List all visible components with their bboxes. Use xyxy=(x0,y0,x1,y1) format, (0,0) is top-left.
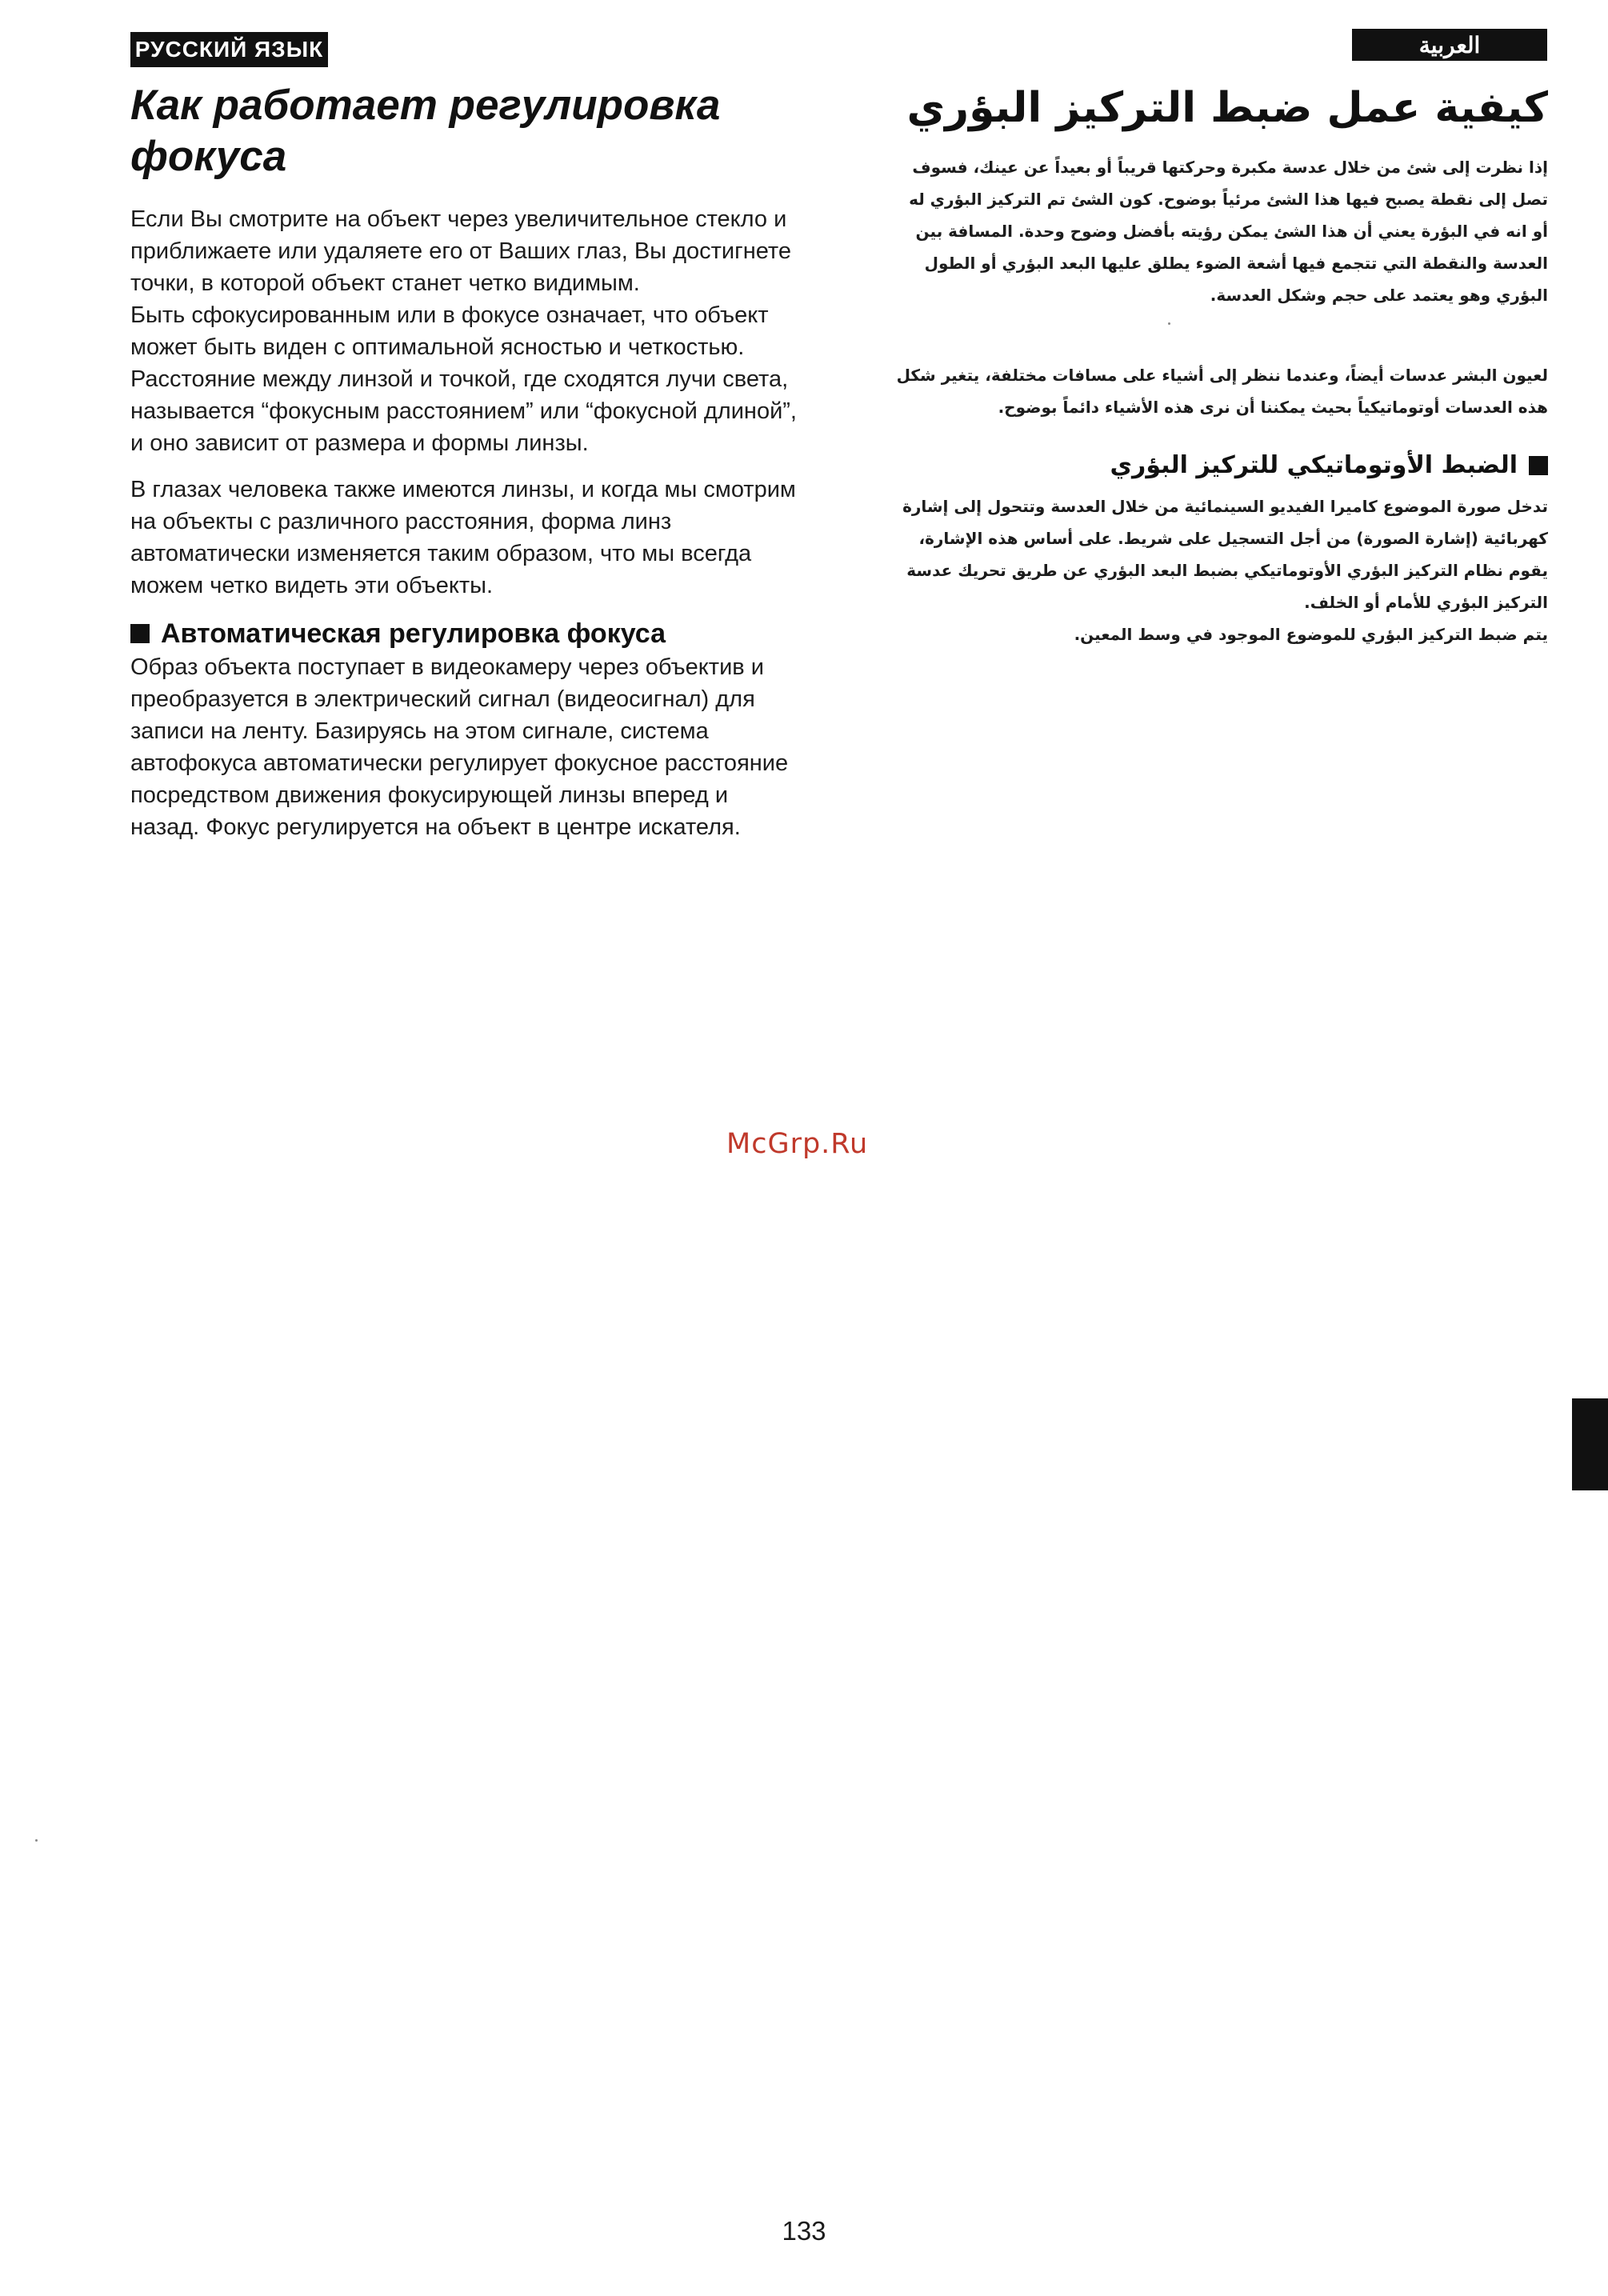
arabic-auto-paragraph: يتم ضبط التركيز البؤري للموضوع الموجود في وسط المعين. xyxy=(1074,625,1548,644)
square-bullet-icon xyxy=(130,624,150,643)
russian-subheading xyxy=(130,616,802,651)
russian-paragraph: В глазах человека также имеются линзы, и когда мы смотрим на объекты с различного расстояния, форма линз автоматически изменяется таким образом, что мы всегда можем четко видеть эти объекты. xyxy=(130,477,796,598)
arabic-auto-paragraph: تدخل صورة الموضوع كاميرا الفيديو السينمائية من خلال العدسة وتتحول إلى إشارة كهربائية (إشارة الصورة) من أجل التسجيل على شريط. على أساس هذه الإشارة، يقوم نظام التركيز البؤري الأوتوماتيكي بضبط البعد البؤري عن طريق تحريك عدسة التركيز البؤري للأمام أو الخلف. xyxy=(902,497,1548,612)
arabic-column xyxy=(896,76,1548,650)
page-number: 133 xyxy=(782,2216,826,2246)
russian-paragraph: Быть сфокусированным или в фокусе означает, что объект может быть виден с оптимальной ясностью и четкостью. Расстояние между линзой и точкой, где сходятся лучи света, называется “фокусным расстоянием” или “фокусной длиной”, и оно зависит от размера и формы линзы. xyxy=(130,302,797,456)
scan-speck xyxy=(35,1839,38,1842)
arabic-language-tab: العربية xyxy=(1352,29,1547,61)
russian-title: Как работает регулировка фокуса xyxy=(130,82,721,180)
watermark: McGrp.Ru xyxy=(726,1128,869,1160)
arabic-subheading xyxy=(896,449,1548,482)
arabic-paragraph: إذا نظرت إلى شئ من خلال عدسة مكبرة وحركتها قريباً أو بعيداً عن عينك، فسوف تصل إلى نقطة يصبح فيها هذا الشئ مرئياً بوضوح. كون الشئ تم التركيز البؤري له أو انه في البؤرة يعني أن هذا الشئ يمكن رؤيته بأفضل وضوح وحدة. المسافة بين العدسة والنقطة التي تتجمع فيها أشعة الضوء يطلق عليها البعد البؤري أو الطول البؤري وهو يعتمد على حجم وشكل العدسة. xyxy=(909,158,1548,305)
russian-subheading-text: Автоматическая регулировка фокуса xyxy=(161,618,666,649)
arabic-subheading-text: الضبط الأوتوماتيكي للتركيز البؤري xyxy=(1110,451,1518,479)
side-index-tab xyxy=(1572,1398,1608,1490)
russian-paragraph: Если Вы смотрите на объект через увеличительное стекло и приближаете или удаляете его от Ваших глаз, Вы достигнете точки, в которой объект станет четко видимым. xyxy=(130,206,791,296)
russian-column xyxy=(130,80,802,843)
arabic-paragraph: لعيون البشر عدسات أيضاً، وعندما ننظر إلى أشياء على مسافات مختلفة، يتغير شكل هذه العدسات أوتوماتيكياً بحيث يمكننا أن نرى هذه الأشياء دائماً بوضوح. xyxy=(896,366,1548,417)
scan-speck xyxy=(1168,322,1170,325)
russian-auto-paragraph: Образ объекта поступает в видеокамеру через объектив и преобразуется в электрический сигнал (видеосигнал) для записи на ленту. Базируясь на этом сигнале, система автофокуса автоматически регулирует фокусное расстояние посредством движения фокусирующей линзы вперед и назад. Фокус регулируется на объект в центре искателя. xyxy=(130,654,789,840)
arabic-title: كيفية عمل ضبط التركيز البؤري xyxy=(906,84,1548,132)
russian-language-tab: РУССКИЙ ЯЗЫК xyxy=(130,32,328,67)
square-bullet-icon xyxy=(1529,456,1548,475)
